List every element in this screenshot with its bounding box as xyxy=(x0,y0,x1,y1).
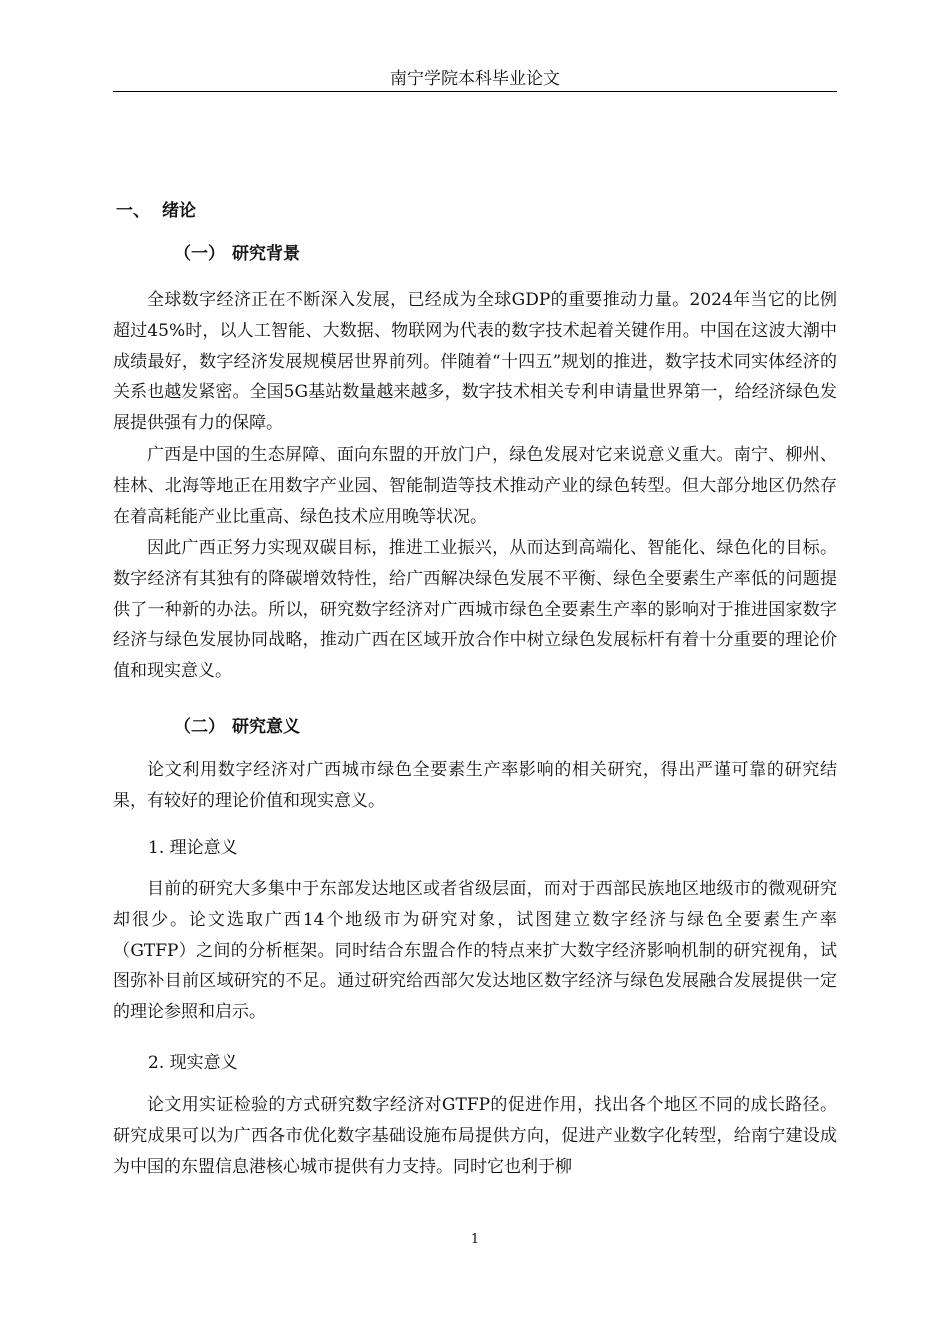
subsection-heading-background xyxy=(174,242,300,266)
section-number: 一、 xyxy=(116,201,150,221)
subsection-heading-significance xyxy=(174,715,300,739)
subsection-number: （二） xyxy=(174,717,225,737)
item-heading-theoretical: 1. 理论意义 xyxy=(148,838,238,858)
subsection-title: 研究意义 xyxy=(232,717,300,737)
subsection-number: （一） xyxy=(174,244,225,264)
paragraph-significance-intro: 论文利用数字经济对广西城市绿色全要素生产率影响的相关研究，得出严谨可靠的研究结果，有较好的理论价值和现实意义。 xyxy=(113,760,837,811)
paragraph-practical: 论文用实证检验的方式研究数字经济对GTFP的促进作用，找出各个地区不同的成长路径。研究成果可以为广西各市优化数字基础设施布局提供方向，促进产业数字化转型，给南宁建设成为中国的东盟信息港核心城市提供有力支持。同时它也利于柳 xyxy=(113,1095,837,1177)
paragraph-background-3: 因此广西正努力实现双碳目标，推进工业振兴，从而达到高端化、智能化、绿色化的目标。数字经济有其独有的降碳增效特性，给广西解决绿色发展不平衡、绿色全要素生产率低的问题提供了一种新的办法。所以，研究数字经济对广西城市绿色全要素生产率的影响对于推进国家数字经济与绿色发展协同战略，推动广西在区域开放合作中树立绿色发展标杆有着十分重要的理论价值和现实意义。 xyxy=(113,538,837,682)
header-rule xyxy=(113,91,837,92)
item-heading-practical: 2. 现实意义 xyxy=(148,1053,238,1073)
subsection-title: 研究背景 xyxy=(232,244,300,264)
page-number: 1 xyxy=(470,1232,480,1247)
paragraph-background-1: 全球数字经济正在不断深入发展，已经成为全球GDP的重要推动力量。2024年当它的比例超过45%时，以人工智能、大数据、物联网为代表的数字技术起着关键作用。中国在这波大潮中成绩最好，数字经济发展规模居世界前列。伴随着“十四五”规划的推进，数字技术同实体经济的关系也越发紧密。全国5G基站数量越来越多，数字技术相关专利申请量世界第一，给经济绿色发展提供强有力的保障。 xyxy=(113,290,837,434)
section-heading-introduction xyxy=(116,199,196,223)
section-title: 绪论 xyxy=(162,201,196,221)
paragraph-background-2: 广西是中国的生态屏障、面向东盟的开放门户，绿色发展对它来说意义重大。南宁、柳州、桂林、北海等地正在用数字产业园、智能制造等技术推动产业的绿色转型。但大部分地区仍然存在着高耗能产业比重高、绿色技术应用晚等状况。 xyxy=(113,445,837,527)
paragraph-theoretical: 目前的研究大多集中于东部发达地区或者省级层面，而对于西部民族地区地级市的微观研究却很少。论文选取广西14个地级市为研究对象，试图建立数字经济与绿色全要素生产率（GTFP）之间的分析框架。同时结合东盟合作的特点来扩大数字经济影响机制的研究视角，试图弥补目前区域研究的不足。通过研究给西部欠发达地区数字经济与绿色发展融合发展提供一定的理论参照和启示。 xyxy=(113,879,837,1023)
running-header: 南宁学院本科毕业论文 xyxy=(390,69,560,89)
